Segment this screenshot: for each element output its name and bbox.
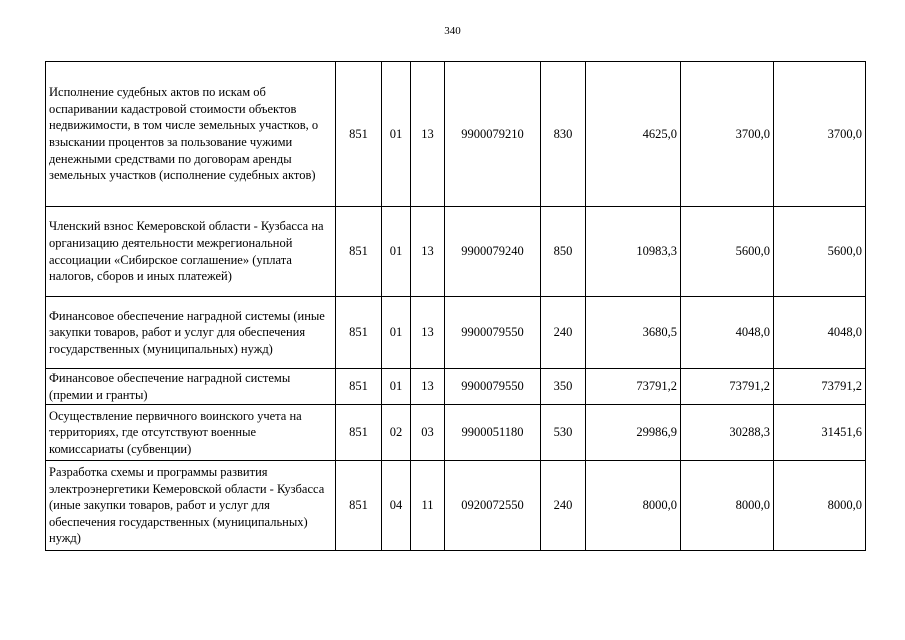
row-amount-2: 4048,0 [681, 297, 774, 369]
row-target-article: 0920072550 [445, 461, 541, 551]
row-section-code: 01 [382, 369, 411, 405]
row-target-article: 9900079550 [445, 369, 541, 405]
row-section-code: 01 [382, 62, 411, 207]
row-amount-1: 4625,0 [586, 62, 681, 207]
row-target-article: 9900079550 [445, 297, 541, 369]
row-subsection-code: 13 [411, 297, 445, 369]
row-expense-type: 350 [541, 369, 586, 405]
row-description: Осуществление первичного воинского учета на территориях, где отсутствуют военные комиссариаты (субвенции) [46, 405, 336, 461]
row-amount-3: 3700,0 [774, 62, 866, 207]
row-target-article: 9900079210 [445, 62, 541, 207]
table-row [46, 207, 866, 297]
row-amount-3: 31451,6 [774, 405, 866, 461]
row-amount-3: 8000,0 [774, 461, 866, 551]
row-ministry-code: 851 [336, 207, 382, 297]
table-row [46, 461, 866, 551]
row-subsection-code: 11 [411, 461, 445, 551]
row-ministry-code: 851 [336, 297, 382, 369]
row-section-code: 02 [382, 405, 411, 461]
row-description: Разработка схемы и программы развития электроэнергетики Кемеровской области - Кузбасса (иные закупки товаров, работ и услуг для обеспечения государственных (муниципальных) нужд) [46, 461, 336, 551]
table-row [46, 62, 866, 207]
row-amount-2: 30288,3 [681, 405, 774, 461]
row-amount-2: 3700,0 [681, 62, 774, 207]
row-section-code: 01 [382, 207, 411, 297]
row-section-code: 01 [382, 297, 411, 369]
row-ministry-code: 851 [336, 62, 382, 207]
row-amount-2: 73791,2 [681, 369, 774, 405]
row-expense-type: 830 [541, 62, 586, 207]
row-section-code: 04 [382, 461, 411, 551]
row-description: Членский взнос Кемеровской области - Кузбасса на организацию деятельности межрегиональной ассоциации «Сибирское соглашение» (уплата налогов, сборов и иных платежей) [46, 207, 336, 297]
row-subsection-code: 03 [411, 405, 445, 461]
row-amount-1: 10983,3 [586, 207, 681, 297]
row-description: Финансовое обеспечение наградной системы (иные закупки товаров, работ и услуг для обеспечения государственных (муниципальных) нужд) [46, 297, 336, 369]
row-amount-2: 5600,0 [681, 207, 774, 297]
row-ministry-code: 851 [336, 369, 382, 405]
row-amount-1: 73791,2 [586, 369, 681, 405]
row-amount-1: 3680,5 [586, 297, 681, 369]
row-expense-type: 240 [541, 461, 586, 551]
row-ministry-code: 851 [336, 461, 382, 551]
row-amount-3: 73791,2 [774, 369, 866, 405]
table-row [46, 369, 866, 405]
budget-table [45, 61, 866, 551]
table-row [46, 297, 866, 369]
row-subsection-code: 13 [411, 369, 445, 405]
page-number: 340 [444, 25, 461, 37]
row-subsection-code: 13 [411, 207, 445, 297]
row-expense-type: 850 [541, 207, 586, 297]
row-ministry-code: 851 [336, 405, 382, 461]
table-row [46, 405, 866, 461]
row-amount-3: 5600,0 [774, 207, 866, 297]
row-expense-type: 530 [541, 405, 586, 461]
row-amount-1: 29986,9 [586, 405, 681, 461]
row-amount-2: 8000,0 [681, 461, 774, 551]
row-description: Финансовое обеспечение наградной системы (премии и гранты) [46, 369, 336, 405]
row-expense-type: 240 [541, 297, 586, 369]
row-subsection-code: 13 [411, 62, 445, 207]
row-target-article: 9900051180 [445, 405, 541, 461]
row-amount-1: 8000,0 [586, 461, 681, 551]
row-description: Исполнение судебных актов по искам об оспаривании кадастровой стоимости объектов недвижимости, в том числе земельных участков, о взыскании процентов за пользование чужими денежными средствами по договорам аренды земельных участков (исполнение судебных актов) [46, 62, 336, 207]
row-amount-3: 4048,0 [774, 297, 866, 369]
row-target-article: 9900079240 [445, 207, 541, 297]
